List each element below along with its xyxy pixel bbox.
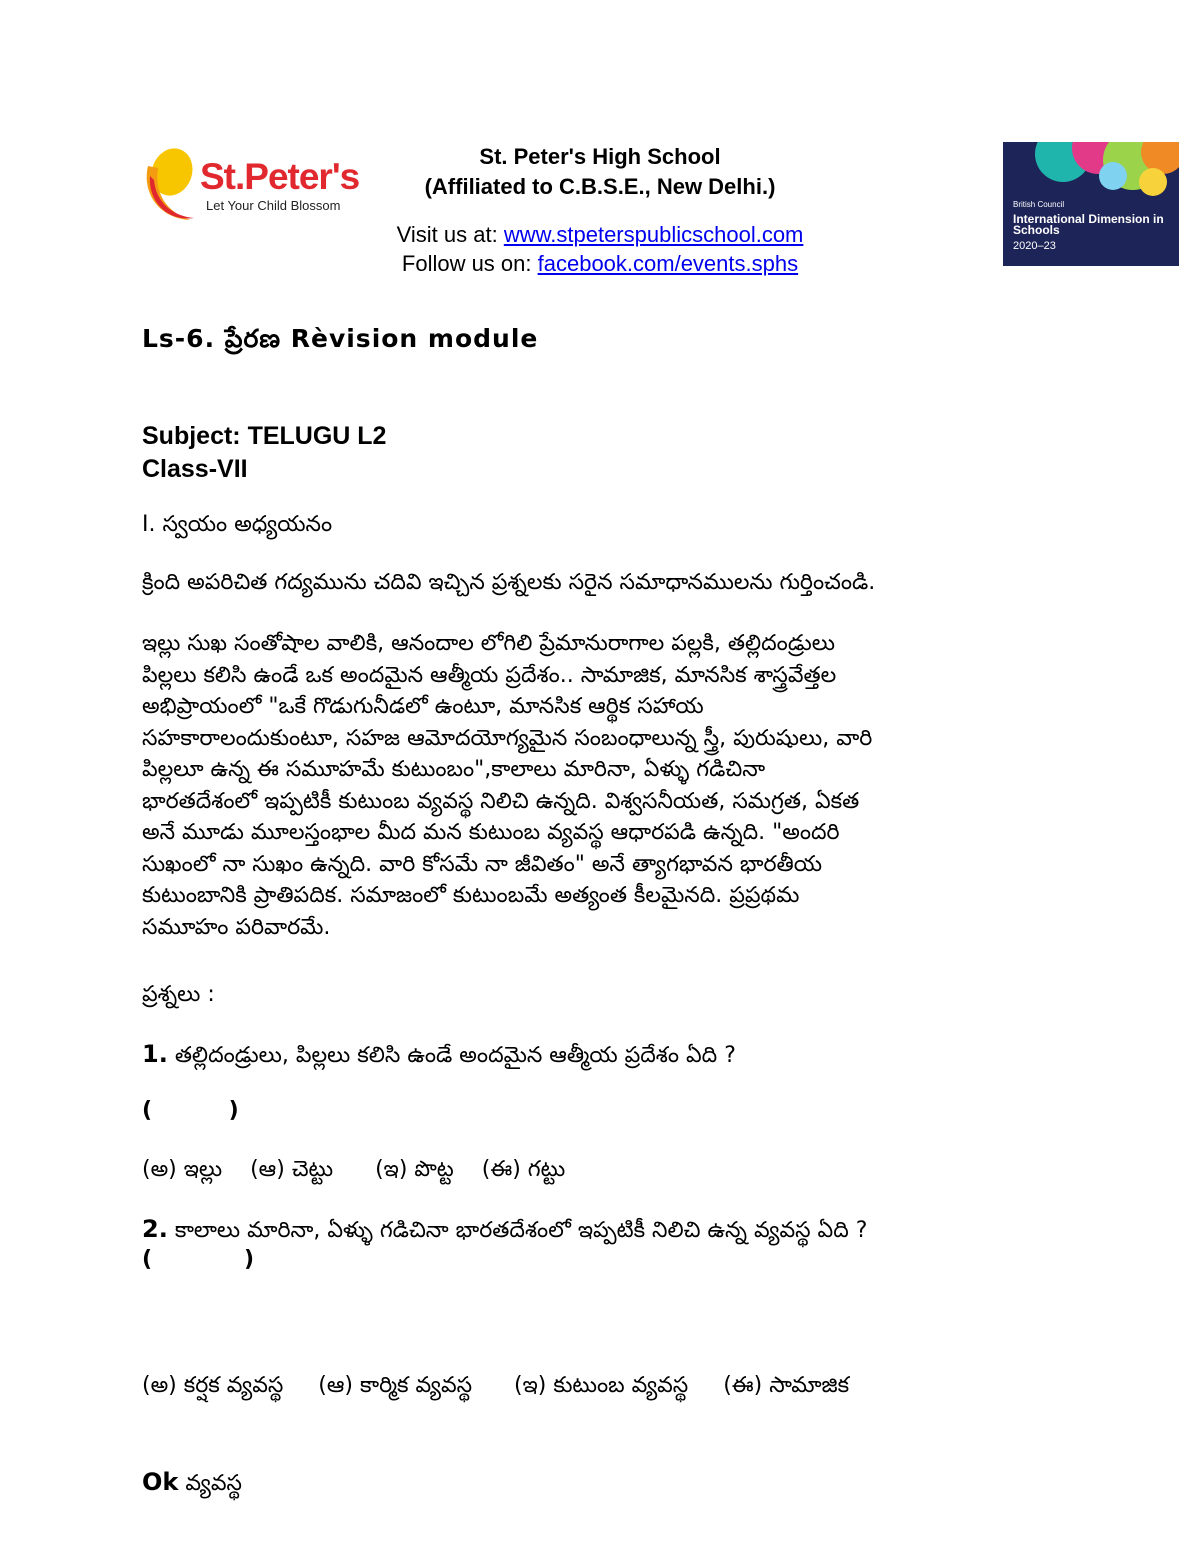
passage-line: భారతదేశంలో ఇప్పటికీ కుటుంబ వ్యవస్థ నిలిచి ఉన్నది. విశ్వసనీయత, సమగ్రత, ఏకత xyxy=(142,788,860,814)
passage-line: ఇల్లు సుఖ సంతోషాల వాలికి, ఆనందాల లోగిలి ప్రేమానురాగాల పల్లకి, తల్లిదండ్రులు xyxy=(142,631,835,656)
passage-line: అనే మూడు మూలస్తంభాల మీద మన కుటుంబ వ్యవస్థ ఆధారపడి ఉన్నది. "అందరి xyxy=(142,820,840,845)
question-1 xyxy=(142,1040,736,1073)
badge-years: 2020–23 xyxy=(1013,240,1056,252)
school-header xyxy=(300,142,900,278)
question-2-text: కాలాలు మారినా, ఏళ్ళు గడిచినా భారతదేశంలో ఇప్పటికీ నిలిచి ఉన్న వ్యవస్థ ఏది ? xyxy=(167,1218,868,1243)
question-2-number: 2. xyxy=(142,1215,168,1243)
passage-line: పిల్లలు కలిసి ఉండే ఒక అందమైన ఆత్మీయ ప్రదేశం.. సామాజిక, మానసిక శాస్త్రవేత్తల xyxy=(142,662,837,688)
question-1-options: (అ) ఇల్లు (ఆ) చెట్టు (ఇ) పొట్ట (ఈ) గట్టు xyxy=(142,1157,566,1182)
question-2-options-line2 xyxy=(142,1466,849,1500)
badge-title: International Dimension in Schools xyxy=(1013,212,1164,237)
question-2 xyxy=(142,1215,867,1248)
section-heading: I. స్వయం అధ్యయనం xyxy=(142,512,333,537)
follow-label: Follow us on: xyxy=(401,251,538,276)
website-link[interactable]: www.stpeterspublicschool.com xyxy=(503,222,804,247)
badge-org: British Council xyxy=(1013,200,1065,209)
flower-logo-icon xyxy=(142,146,202,226)
ok-mark: Ok xyxy=(142,1468,179,1496)
question-2-options-line1: (అ) కర్షక వ్యవస్థ (ఆ) కార్మిక వ్యవస్థ (ఇ) కుటుంబ వ్యవస్థ (ఈ) సామాజిక xyxy=(142,1373,850,1398)
questions-label: ప్రశ్నలు : xyxy=(142,982,215,1007)
page-title: Ls-6. ప్రేరణ Rèvision module xyxy=(142,324,539,353)
facebook-link[interactable]: facebook.com/events.sphs xyxy=(537,251,799,276)
passage-line: పిల్లలూ ఉన్న ఈ సమూహమే కుటుంబం",కాలాలు మారినా, ఏళ్ళు గడిచినా xyxy=(142,757,766,782)
subject-line: Subject: TELUGU L2 xyxy=(142,422,387,450)
question-2-options-tail: వ్యవస్థ xyxy=(178,1471,242,1496)
logo-name: St.Peter's xyxy=(200,156,360,197)
question-1-answer-blank: ( ) xyxy=(142,1098,239,1123)
passage-line: సహకారాలందుకుంటూ, సహజ ఆమోదయోగ్యమైన సంబంధాలున్న స్త్రీ, పురుషులు, వారి xyxy=(142,725,873,751)
passage-line: అభిప్రాయంలో "ఒకే గొడుగునీడలో ఉంటూ, మానసిక ఆర్థిక సహాయ xyxy=(142,694,704,719)
follow-line xyxy=(300,249,900,278)
logo-tagline: Let Your Child Blossom xyxy=(206,198,341,213)
question-2-options xyxy=(142,1306,849,1532)
instruction: క్రింది అపరిచిత గద్యమును చదివి ఇచ్చిన ప్రశ్నలకు సరైన సమాధానములను గుర్తించండి. xyxy=(142,570,876,595)
question-1-number: 1. xyxy=(142,1040,168,1068)
question-1-text: తల్లిదండ్రులు, పిల్లలు కలిసి ఉండే అందమైన ఆత్మీయ ప్రదేశం ఏది ? xyxy=(167,1043,736,1068)
subject-block xyxy=(142,420,386,486)
comprehension-passage xyxy=(142,628,1062,943)
passage-line: సమూహం పరివారమే. xyxy=(142,914,331,940)
passage-line: సుఖంలో నా సుఖం ఉన్నది. వారి కోసమే నా జీవితం" అనే త్యాగభావన భారతీయ xyxy=(142,851,823,877)
school-name: St. Peter's High School xyxy=(479,144,721,169)
visit-label: Visit us at: xyxy=(396,222,504,247)
question-2-answer-blank: ( ) xyxy=(142,1247,255,1272)
class-line: Class-VII xyxy=(142,455,248,483)
international-dimension-badge xyxy=(1003,142,1179,266)
passage-line: కుటుంబానికి ప్రాతిపదిక. సమాజంలో కుటుంబమే అత్యంత కీలమైనది. ప్రప్రథమ xyxy=(142,883,800,908)
website-line xyxy=(300,220,900,249)
school-affiliation: (Affiliated to C.B.S.E., New Delhi.) xyxy=(424,174,776,199)
